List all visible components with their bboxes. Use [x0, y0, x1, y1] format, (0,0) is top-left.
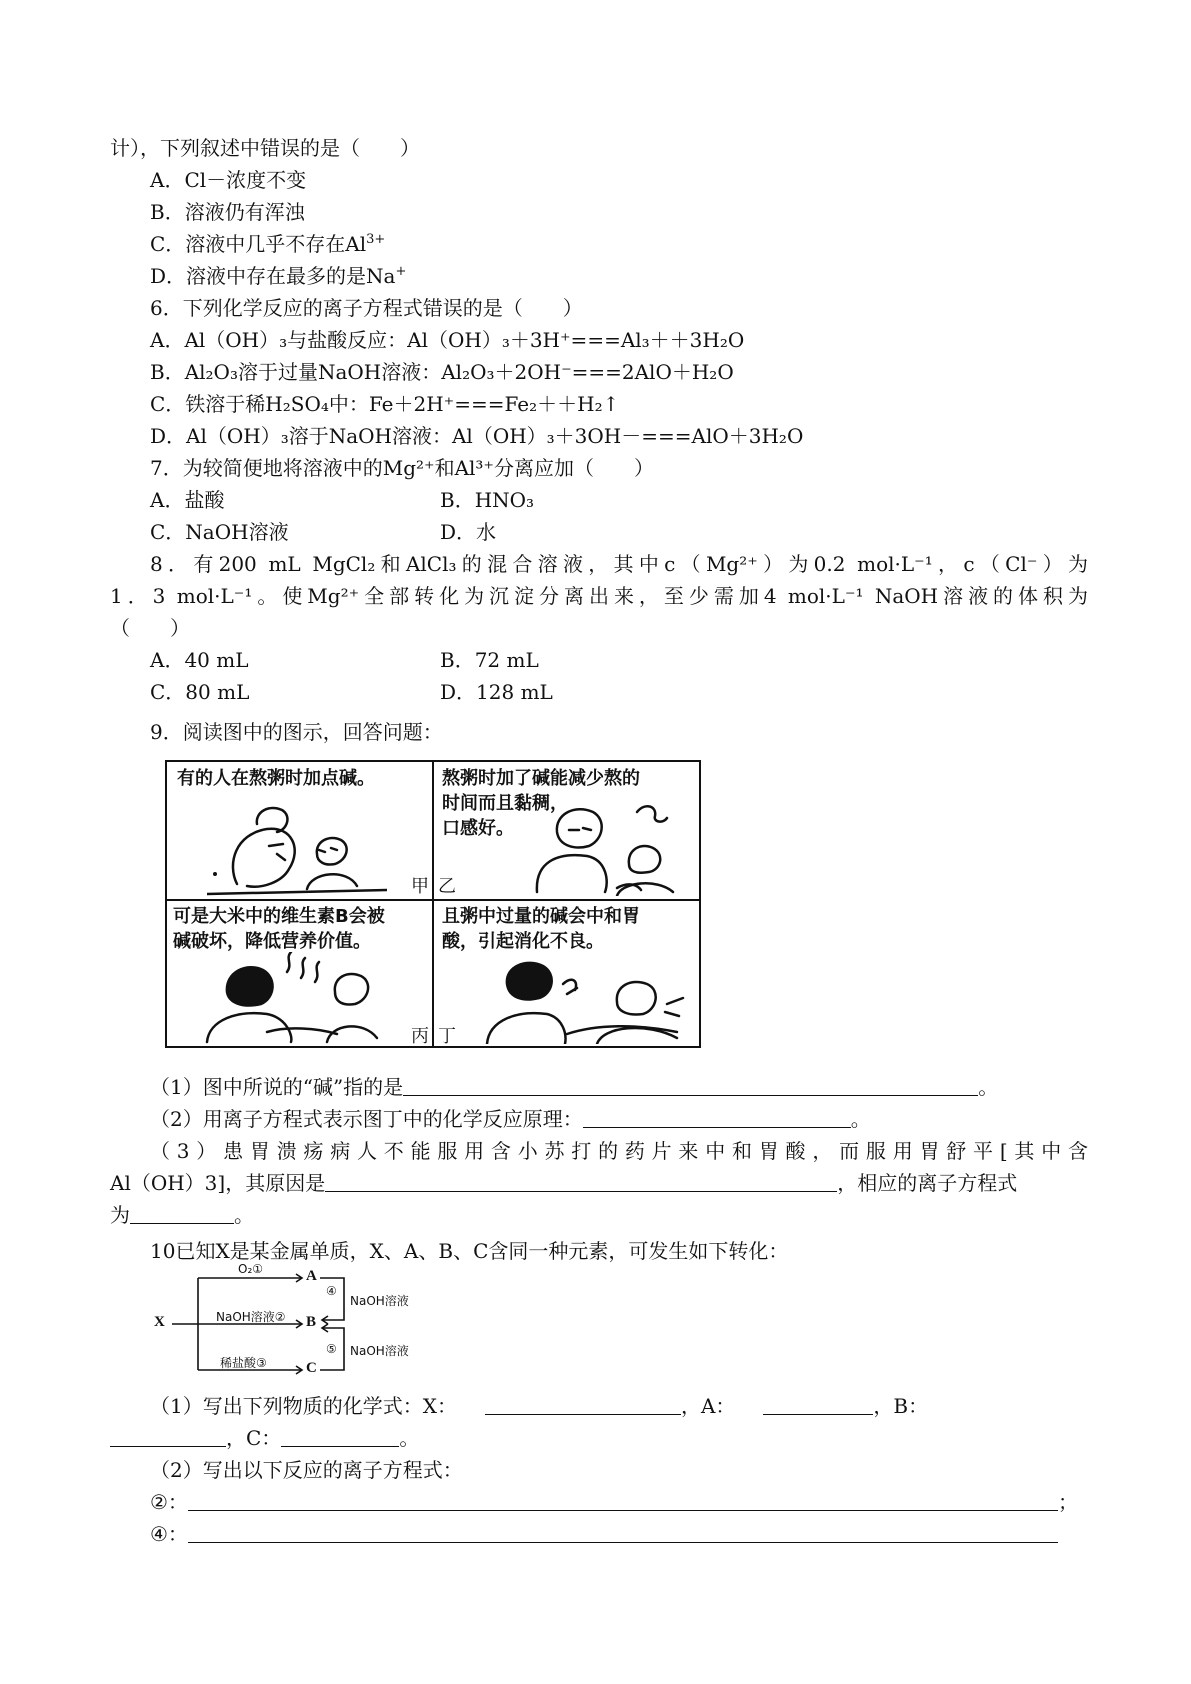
q8-option-a: A．40 mL — [150, 648, 249, 672]
q6-option-d: D．Al（OH）₃溶于NaOH溶液：Al（OH）₃＋3OH－===AlO＋3H₂O — [150, 424, 804, 448]
scheme-b-label: B — [306, 1314, 317, 1330]
scheme-reaction-2: NaOH溶液② — [216, 1310, 286, 1324]
panel-jia-tag: 甲 — [411, 876, 429, 897]
scheme-c-label: C — [306, 1360, 317, 1376]
q10-sub1-end: 。 — [399, 1426, 420, 1450]
q9-sub1-prompt: （1）图中所说的“碱”指的是 — [150, 1075, 404, 1099]
comic-divider-vertical — [432, 762, 434, 1046]
comic-divider-horizontal — [167, 899, 699, 901]
q5-option-a: A．Cl－浓度不变 — [150, 168, 307, 192]
q10-c-label: ，C： — [226, 1426, 282, 1450]
scheme-reaction-4: ④ — [326, 1284, 337, 1298]
q8-line-1 — [150, 550, 1088, 578]
q8-line-3: （ ） — [110, 616, 190, 640]
panel-yi-caption: 熬粥时加了碱能减少熬的 时间而且黏稠， 口感好。 — [442, 768, 640, 839]
panel-bing-illustration — [197, 952, 397, 1044]
q9-sub2-answer-blank[interactable] — [583, 1107, 851, 1128]
q6-option-c: C．铁溶于稀H₂SO₄中：Fe＋2H⁺===Fe₂＋＋H₂↑ — [150, 392, 620, 416]
q9-sub3-equation-prompt: ，相应的离子方程式 — [837, 1171, 1018, 1195]
q9-sub3-reason-prompt: Al（OH）3]，其原因是 — [110, 1171, 326, 1195]
panel-yi-illustration — [517, 792, 697, 896]
q10-sub2: （2）写出以下反应的离子方程式： — [150, 1458, 463, 1482]
q5-option-c-text: C．溶液中几乎不存在Al — [150, 232, 367, 256]
q9-sub3-line-3 — [110, 1201, 254, 1229]
panel-yi-tag: 乙 — [438, 876, 456, 897]
q10-equation-4-label: ④： — [150, 1522, 188, 1546]
q6-option-a: A．Al（OH）₃与盐酸反应：Al（OH）₃＋3H⁺===Al₃＋＋3H₂O — [150, 328, 745, 352]
q9-sub3-line-3-prefix: 为 — [110, 1203, 130, 1227]
q10-equation-2-blank[interactable] — [188, 1490, 1058, 1511]
q9-sub1-answer-blank[interactable] — [403, 1075, 978, 1096]
q5-option-d-text: D．溶液中存在最多的是Na — [150, 264, 396, 288]
panel-bing-tag: 丙 — [411, 1026, 429, 1047]
q9-sub3-line-1-text: （3）患胃溃疡病人不能服用含小苏打的药片来中和胃酸，而服用胃舒平[其中含 — [150, 1139, 1088, 1163]
q5-option-c — [150, 230, 385, 258]
q5-option-c-charge: 3+ — [366, 232, 386, 247]
q7-option-a: A．盐酸 — [150, 488, 225, 512]
comic-strip — [165, 760, 701, 1048]
reaction-scheme — [150, 1262, 450, 1382]
q9-sub2-prompt: （2）用离子方程式表示图丁中的化学反应原理： — [150, 1107, 583, 1131]
q9-sub3-reason-blank[interactable] — [325, 1171, 837, 1192]
q9-sub3-line-3-end: 。 — [234, 1203, 254, 1227]
q10-a-label: ，A： — [680, 1394, 736, 1418]
q8-option-d: D．128 mL — [440, 680, 553, 704]
q9-sub1 — [150, 1073, 998, 1101]
q10-sub1-line-1 — [150, 1392, 928, 1420]
q10-stem: 10已知X是某金属单质，X、A、B、C含同一种元素，可发生如下转化： — [150, 1239, 789, 1263]
q10-sub1-line-2 — [110, 1424, 419, 1452]
scheme-reagent-4: NaOH溶液 — [350, 1294, 409, 1308]
q7-option-d: D．水 — [440, 520, 497, 544]
q10-sub1-prompt: （1）写出下列物质的化学式：X： — [150, 1394, 457, 1418]
q9-stem: 9．阅读图中的图示，回答问题： — [150, 720, 443, 744]
scheme-reaction-1: O₂① — [238, 1262, 264, 1276]
q9-sub2-end: 。 — [850, 1107, 871, 1131]
q10-b-blank[interactable] — [110, 1426, 226, 1447]
q8-line-1-text: 8．有200 mL MgCl₂和AlCl₃的混合溶液，其中c（Mg²⁺）为0.2 mol·L⁻¹，c（Cl⁻）为 — [150, 552, 1088, 576]
scheme-reaction-5: ⑤ — [326, 1342, 337, 1356]
q10-equation-2-end: ； — [1057, 1490, 1078, 1514]
q9-sub1-end: 。 — [978, 1075, 999, 1099]
q5-option-b: B．溶液仍有浑浊 — [150, 200, 305, 224]
panel-ding-tag: 丁 — [438, 1026, 456, 1047]
panel-jia-illustration — [207, 794, 387, 896]
q10-x-blank[interactable] — [485, 1394, 681, 1415]
panel-ding-caption: 且粥中过量的碱会中和胃 酸，引起消化不良。 — [442, 906, 640, 952]
q10-c-blank[interactable] — [281, 1426, 399, 1447]
scheme-x-label: X — [154, 1314, 165, 1330]
scheme-reagent-5: NaOH溶液 — [350, 1344, 409, 1358]
panel-jia-caption: 有的人在熬粥时加点碱。 — [177, 768, 375, 789]
q9-sub3-line-1 — [150, 1137, 1088, 1165]
reaction-scheme-lines — [150, 1262, 450, 1382]
q8-option-c: C．80 mL — [150, 680, 250, 704]
q10-equation-4-blank[interactable] — [188, 1522, 1058, 1543]
q8-line-2 — [110, 582, 1088, 610]
q7-option-b: B．HNO₃ — [440, 488, 535, 512]
panel-ding-illustration — [467, 954, 697, 1044]
q10-equation-2 — [150, 1488, 1078, 1516]
q5-option-d-charge: + — [395, 264, 407, 279]
q10-equation-2-label: ②： — [150, 1490, 188, 1514]
q9-sub2 — [150, 1105, 871, 1133]
scheme-a-label: A — [306, 1268, 317, 1284]
q8-line-2-text: 1．3 mol·L⁻¹。使Mg²⁺全部转化为沉淀分离出来，至少需加4 mol·L⁻¹ NaOH溶液的体积为 — [110, 584, 1088, 608]
q5-stem-tail: 计），下列叙述中错误的是（ ） — [110, 136, 420, 160]
q5-option-d — [150, 262, 406, 290]
q7-option-c: C．NaOH溶液 — [150, 520, 289, 544]
scheme-reaction-3: 稀盐酸③ — [220, 1356, 267, 1370]
q10-equation-4 — [150, 1520, 1058, 1548]
q6-option-b: B．Al₂O₃溶于过量NaOH溶液：Al₂O₃＋2OH⁻===2AlO＋H₂O — [150, 360, 734, 384]
q9-sub3-equation-blank[interactable] — [130, 1203, 234, 1224]
q10-a-blank[interactable] — [763, 1394, 873, 1415]
q6-stem: 6．下列化学反应的离子方程式错误的是（ ） — [150, 296, 583, 320]
panel-bing-caption: 可是大米中的维生素B会被 碱破坏，降低营养价值。 — [173, 906, 385, 952]
q7-stem: 7．为较简便地将溶液中的Mg²⁺和Al³⁺分离应加（ ） — [150, 456, 654, 480]
q9-sub3-line-2 — [110, 1169, 1017, 1197]
q10-b-label: ，B： — [873, 1394, 929, 1418]
q8-option-b: B．72 mL — [440, 648, 539, 672]
